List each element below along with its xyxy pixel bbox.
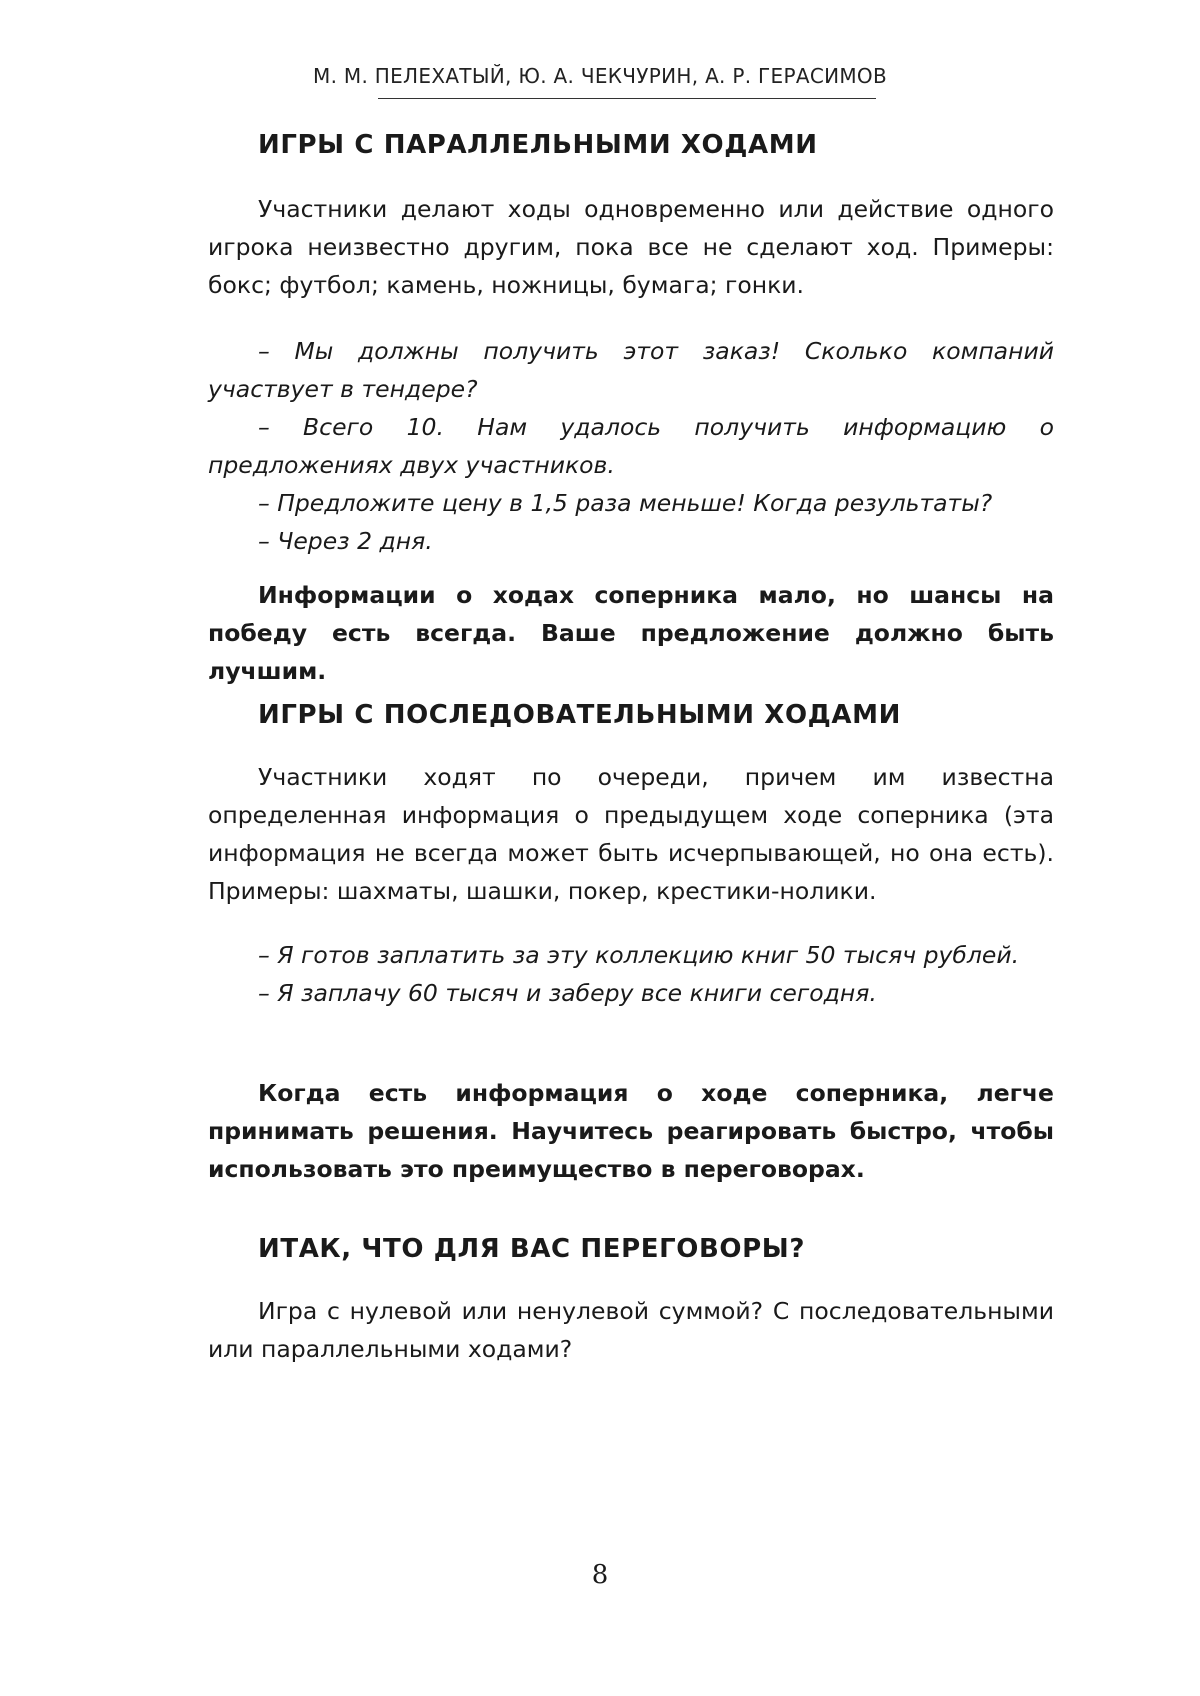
dialogue-line: – Предложите цену в 1,5 раза меньше! Когда результаты?: [258, 489, 993, 517]
conclusion-sequential-moves: Когда есть информация о ходе соперника, легче принимать решения. Научитесь реагировать быстро, чтобы использовать это преимущество в переговорах.: [208, 1079, 1054, 1183]
paragraph-negotiations: Игра с нулевой или ненулевой суммой? С последовательными или параллельными ходами?: [208, 1297, 1054, 1363]
conclusion-parallel-moves: Информации о ходах соперника мало, но шансы на победу есть всегда. Ваше предложение должно быть лучшим.: [208, 581, 1054, 685]
running-head-authors: М. М. ПЕЛЕХАТЫЙ, Ю. А. ЧЕКЧУРИН, А. Р. ГЕРАСИМОВ: [313, 64, 887, 88]
dialogue-sequential-moves: [208, 936, 1054, 1012]
dialogue-line: – Через 2 дня.: [258, 527, 433, 555]
section-heading-parallel-moves: ИГРЫ С ПАРАЛЛЕЛЬНЫМИ ХОДАМИ: [258, 130, 818, 160]
dialogue-line: – Мы должны получить этот заказ! Сколько компаний участвует в тендере?: [208, 337, 1054, 403]
paragraph-parallel-moves: Участники делают ходы одновременно или действие одного игрока неизвестно другим, пока все не сделают ход. Примеры: бокс; футбол; камень, ножницы, бумага; гонки.: [208, 195, 1054, 299]
dialogue-line: – Всего 10. Нам удалось получить информацию о предложениях двух участников.: [208, 413, 1054, 479]
page-number: 8: [591, 1560, 609, 1590]
header-rule: [378, 98, 876, 99]
dialogue-line: – Я заплачу 60 тысяч и заберу все книги сегодня.: [258, 979, 877, 1007]
section-heading-negotiations: ИТАК, ЧТО ДЛЯ ВАС ПЕРЕГОВОРЫ?: [258, 1234, 805, 1264]
paragraph-sequential-moves: Участники ходят по очереди, причем им известна определенная информация о предыдущем ходе соперника (эта информация не всегда может быть исчерпывающей, но она есть). Примеры: шахматы, шашки, покер, крестики-нолики.: [208, 763, 1054, 905]
dialogue-parallel-moves: [208, 332, 1054, 560]
dialogue-line: – Я готов заплатить за эту коллекцию книг 50 тысяч рублей.: [258, 941, 1020, 969]
section-heading-sequential-moves: ИГРЫ С ПОСЛЕДОВАТЕЛЬНЫМИ ХОДАМИ: [258, 700, 901, 730]
